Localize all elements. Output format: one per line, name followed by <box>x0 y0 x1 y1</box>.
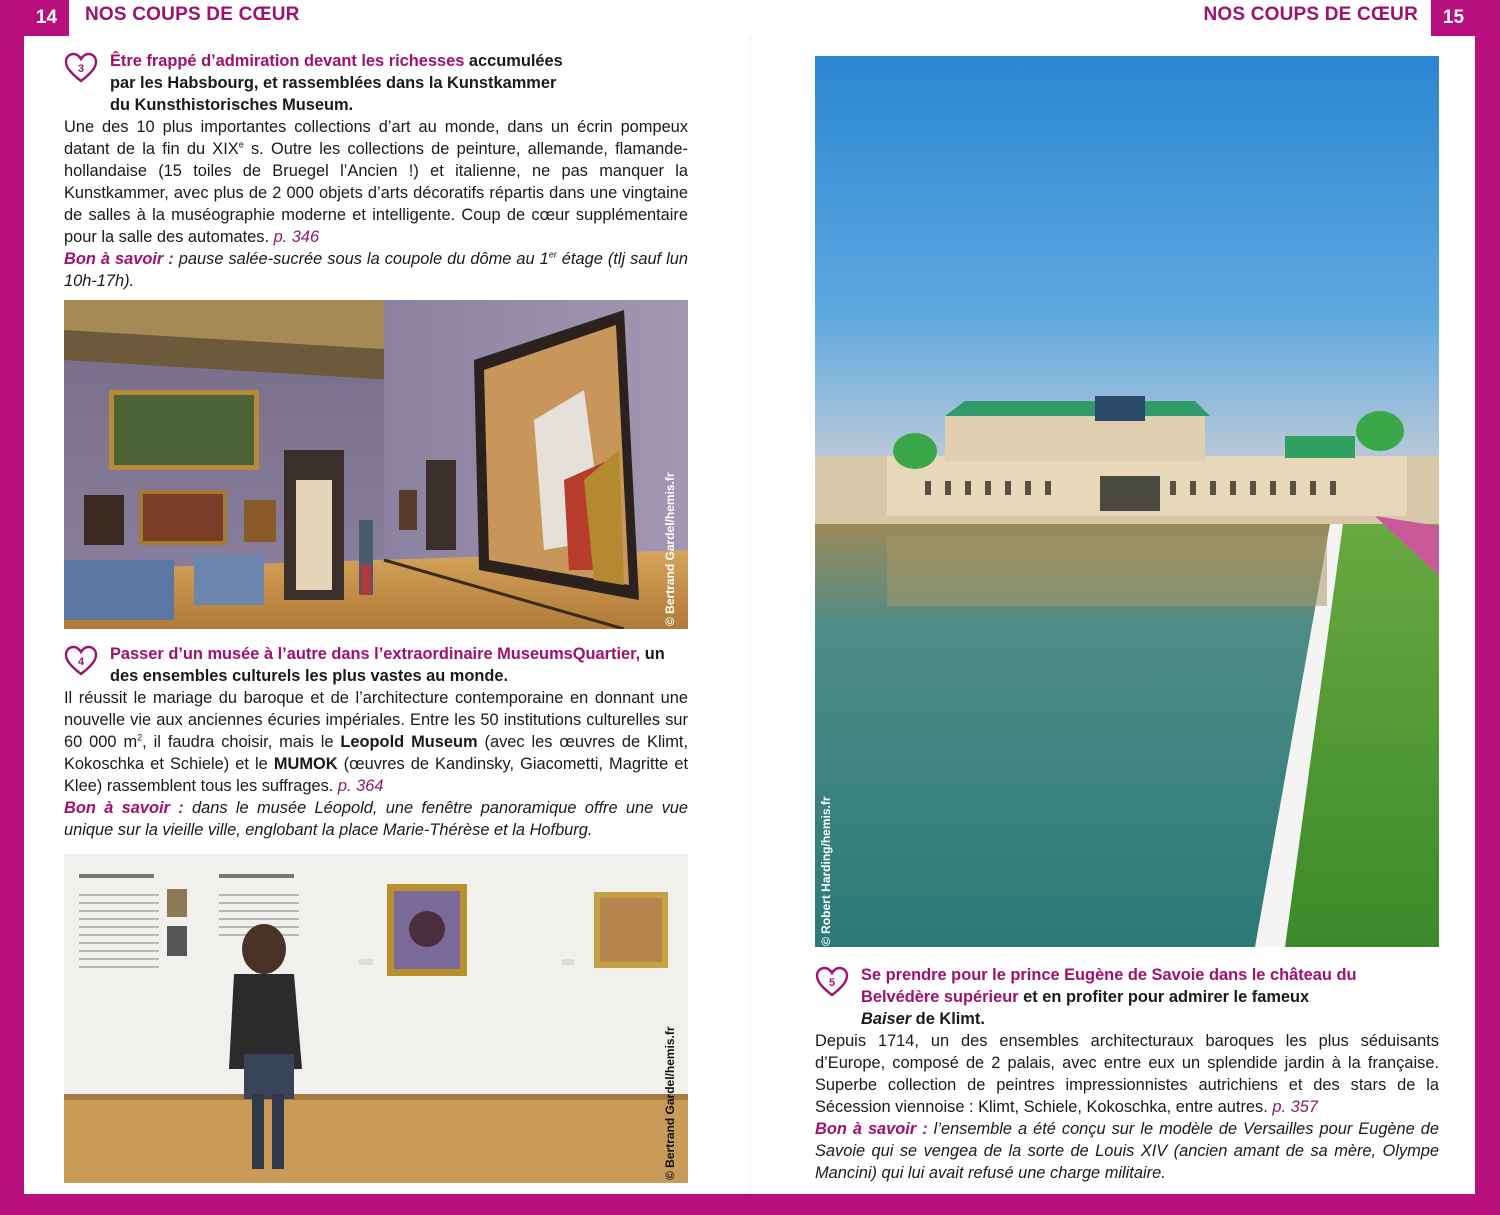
page-number-left: 14 <box>24 0 69 36</box>
entry-3 <box>64 50 688 292</box>
heart-number-icon: 3 <box>64 52 98 84</box>
entry-3-title: 3 Être frappé d’admiration devant les richesses accumulées par les Habsbourg, et rassemblées dans la Kunstkammer du Kunsthistorisches Museum. <box>64 50 580 116</box>
entry-5-tip: Bon à savoir : l’ensemble a été conçu sur le modèle de Versailles pour Eugène de Savoie qui se vengea de la sorte de Louis XIV (ancien amant de sa mère, Olympe Mancini) qui lui avait refusé une charge militaire. <box>815 1120 1439 1182</box>
page-reference: p. 346 <box>273 228 320 246</box>
page-number-right: 15 <box>1431 0 1476 36</box>
running-head-left: NOS COUPS DE CŒUR <box>85 4 300 25</box>
running-head-right: NOS COUPS DE CŒUR <box>1203 4 1418 25</box>
photo-credit: © Bertrand Gardel/hemis.fr <box>663 472 677 626</box>
entry-5 <box>815 964 1439 1184</box>
entry-4 <box>64 643 688 841</box>
heart-number-icon: 4 <box>64 645 98 677</box>
entry-5-body: Depuis 1714, un des ensembles architecturaux baroques les plus séduisants d’Europe, composé de 2 palais, avec entre eux un splendide jardin à la française. Superbe collection de peintres impressionnistes autrichiens et des stars de la Sécession viennoise : Klimt, Schiele, Kokoschka, entre autres. p. 357 <box>815 1032 1439 1116</box>
page-reference: p. 357 <box>1272 1098 1318 1116</box>
entry-5-title: 5 Se prendre pour le prince Eugène de Savoie dans le château du Belvédère supérieur et en profiter pour admirer le fameux Baiser de Klimt. <box>815 964 1361 1030</box>
photo-belvedere-palace <box>815 56 1439 947</box>
photo-credit: © Robert Harding/hemis.fr <box>819 796 833 946</box>
photo-kunstkammer-gallery <box>64 300 688 629</box>
page-gutter <box>748 36 752 1194</box>
photo-leopold-museum-room <box>64 854 688 1183</box>
entry-3-tip: Bon à savoir : pause salée-sucrée sous la coupole du dôme au 1er étage (tlj sauf lun 10h-17h). <box>64 249 688 290</box>
page-reference: p. 364 <box>337 777 384 795</box>
entry-4-body: Il réussit le mariage du baroque et de l’architecture contemporaine en donnant une nouvelle vie aux anciennes écuries impériales. Entre les 50 institutions culturelles sur 60 000 $m^2$, il faudra choisir, mais le Leopold Museum (avec les œuvres de Klimt, Kokoschka et Schiele) et le MUMOK (œuvres de Kandinsky, Giacometti, Magritte et Klee) rassemblent tous les suffrages. p. 364 <box>64 689 689 795</box>
entry-3-body: Une des 10 plus importantes collections d’art au monde, dans un écrin pompeux datant de la fin du XIXe s. Outre les collections de peinture, allemande, flamande-hollandaise (15 toiles de Bruegel l’Ancien !) et italienne, ne pas manquer la Kunstkammer, avec plus de 2 000 objets d’arts décoratifs répartis dans une vingtaine de salles à la muséographie moderne et intelligente. Coup de cœur supplémentaire pour la salle des automates. p. 346 <box>64 118 688 246</box>
entry-4-title: 4 Passer d’un musée à l’autre dans l’extraordinaire MuseumsQuartier, un des ensembles culturels les plus vastes au monde. <box>64 643 688 687</box>
entry-4-tip: Bon à savoir : dans le musée Léopold, une fenêtre panoramique offre une vue unique sur la vieille ville, englobant la place Marie-Thérèse et la Hofburg. <box>64 799 688 839</box>
heart-number-icon: 5 <box>815 966 849 998</box>
photo-credit: © Bertrand Gardel/hemis.fr <box>663 1026 677 1180</box>
